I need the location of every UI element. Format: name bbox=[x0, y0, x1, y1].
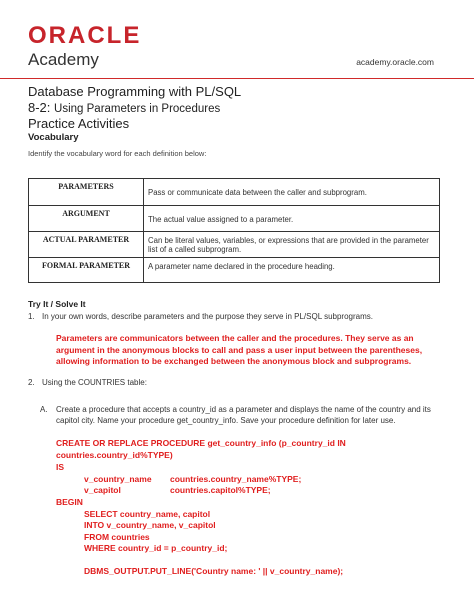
question-2a bbox=[40, 404, 440, 426]
definition-cell: Pass or communicate data between the caller and subprogram. bbox=[144, 179, 440, 206]
answer-1: Parameters are communicators between the caller and the procedures. They serve as an argument in the anonymous blocks to call and pass a user input between the parentheses, allowing information to be exchanged between the anonymous block and subprograms. bbox=[56, 333, 423, 366]
term-cell: ARGUMENT bbox=[29, 206, 144, 232]
term-cell: PARAMETERS bbox=[29, 179, 144, 206]
code-line: WHERE country_id = p_country_id; bbox=[84, 543, 228, 553]
table-row bbox=[29, 232, 440, 258]
definition-cell: A parameter name declared in the procedure heading. bbox=[144, 258, 440, 283]
question-text: Using the COUNTRIES table: bbox=[42, 378, 147, 387]
oracle-wordmark: ORACLE bbox=[28, 22, 142, 49]
lesson-title bbox=[28, 100, 220, 115]
academy-wordmark: Academy bbox=[28, 50, 99, 69]
code-line: countries.country_id%TYPE) bbox=[56, 450, 173, 460]
vocabulary-table bbox=[28, 178, 440, 283]
vocabulary-heading: Vocabulary bbox=[28, 132, 79, 143]
table-row bbox=[29, 206, 440, 232]
try-it-heading: Try It / Solve It bbox=[28, 299, 86, 309]
site-url: academy.oracle.com bbox=[356, 57, 434, 67]
table-row bbox=[29, 179, 440, 206]
code-line: INTO v_country_name, v_capitol bbox=[84, 520, 216, 530]
code-line: IS bbox=[56, 462, 65, 472]
variable-type: countries.capitol%TYPE; bbox=[170, 485, 271, 495]
subquestion-text: Create a procedure that accepts a country_id as a parameter and displays the name of the country and its capitol city. Name your procedure get_country_info. Save your procedure definition for later use. bbox=[56, 405, 431, 425]
subquestion-letter: A. bbox=[40, 405, 48, 414]
code-line bbox=[84, 474, 302, 484]
practice-title: Practice Activities bbox=[28, 116, 130, 131]
vocabulary-instructions: Identify the vocabulary word for each definition below: bbox=[28, 149, 207, 158]
question-2 bbox=[28, 378, 147, 387]
oracle-academy-logo bbox=[28, 24, 141, 70]
lesson-name: Using Parameters in Procedures bbox=[54, 103, 221, 115]
question-number: 2. bbox=[28, 378, 35, 387]
definition-cell: Can be literal values, variables, or expressions that are provided in the parameter list of a called subprogram. bbox=[144, 232, 440, 258]
code-line: BEGIN bbox=[56, 497, 83, 507]
course-title: Database Programming with PL/SQL bbox=[28, 84, 242, 99]
code-line: SELECT country_name, capitol bbox=[84, 509, 211, 519]
header-divider bbox=[0, 78, 474, 79]
question-number: 1. bbox=[28, 312, 35, 321]
code-line: DBMS_OUTPUT.PUT_LINE('Country name: ' || v_country_name); bbox=[84, 566, 344, 576]
code-line: CREATE OR REPLACE PROCEDURE get_country_info (p_country_id IN bbox=[56, 438, 346, 448]
term-cell: FORMAL PARAMETER bbox=[29, 258, 144, 283]
definition-cell: The actual value assigned to a parameter. bbox=[144, 206, 440, 232]
variable-name: v_country_name bbox=[84, 474, 152, 484]
code-line bbox=[84, 485, 271, 495]
lesson-number: 8-2: bbox=[28, 100, 51, 115]
variable-name: v_capitol bbox=[84, 485, 121, 495]
table-row bbox=[29, 258, 440, 283]
variable-type: countries.country_name%TYPE; bbox=[170, 474, 302, 484]
code-line: FROM countries bbox=[84, 532, 150, 542]
question-text: In your own words, describe parameters and the purpose they serve in PL/SQL subprograms. bbox=[42, 312, 373, 321]
question-1 bbox=[28, 312, 448, 321]
term-cell: ACTUAL PARAMETER bbox=[29, 232, 144, 258]
